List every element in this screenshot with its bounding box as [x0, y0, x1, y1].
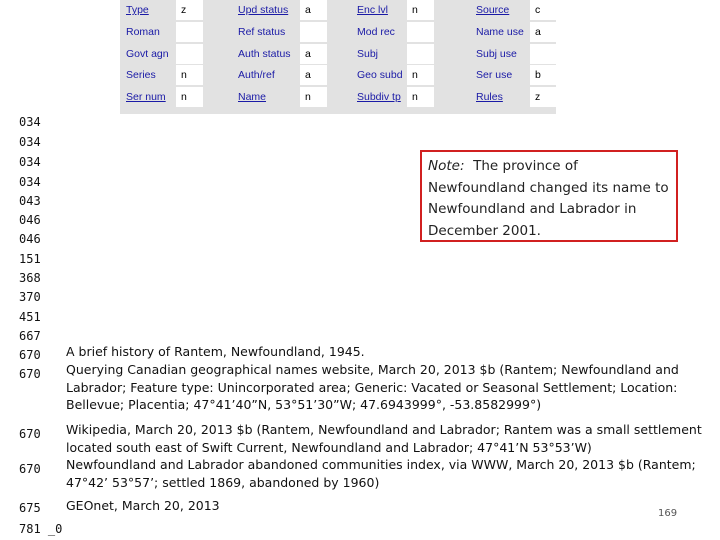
ff-value-roman[interactable] — [176, 22, 203, 42]
field-tag: 667 — [19, 329, 41, 343]
field-tag: 034 — [19, 135, 41, 149]
ff-label-govt-agn: Govt agn — [126, 48, 169, 60]
ff-label-upd-status[interactable]: Upd status — [238, 4, 289, 16]
ff-value-source[interactable]: c — [530, 0, 557, 20]
field-tag: 043 — [19, 194, 41, 208]
field-tag: 370 — [19, 290, 41, 304]
ff-label-mod-rec: Mod rec — [357, 26, 395, 38]
ff-label-source[interactable]: Source — [476, 4, 510, 16]
field-tag: 670 — [19, 462, 41, 476]
field-670-wikipedia: Wikipedia, March 20, 2013 $b (Rantem, Newfoundland and Labrador; Rantem was a small settlement located south east of Swift Current, Newfoundland and Labrador; 47°41’N 53°53’W) — [66, 422, 702, 455]
field-670-abandoned-index: Newfoundland and Labrador abandoned communities index, via WWW, March 20, 2013 $b (Rantem; 47°42’ 53°57’; settled 1869, abandoned by 1960) — [66, 457, 696, 490]
note-text: The province of Newfoundland changed its name to Newfoundland and Labrador in December 2001. — [428, 158, 669, 239]
field-tag: 034 — [19, 115, 41, 129]
ff-value-ref-status[interactable] — [300, 22, 327, 42]
ff-value-type[interactable]: z — [176, 0, 203, 20]
ff-label-subj: Subj — [357, 48, 379, 60]
ff-label-rules[interactable]: Rules — [476, 91, 503, 103]
note-box — [420, 150, 678, 242]
ff-label-roman: Roman — [126, 26, 160, 38]
ff-value-rules[interactable]: z — [530, 87, 557, 107]
field-tag: 368 — [19, 271, 41, 285]
field-tag: 046 — [19, 232, 41, 246]
field-tag: 451 — [19, 310, 41, 324]
ff-value-geo-subd[interactable]: n — [407, 65, 434, 85]
ff-label-ref-status: Ref status — [238, 26, 286, 38]
field-tag: 670 — [19, 427, 41, 441]
ff-label-subj-use: Subj use — [476, 48, 517, 60]
ff-value-mod-rec[interactable] — [407, 22, 434, 42]
page-number: 169 — [658, 508, 678, 519]
ff-value-name-use[interactable]: a — [530, 22, 557, 42]
field-tag: 034 — [19, 175, 41, 189]
ff-label-enc-lvl[interactable]: Enc lvl — [357, 4, 388, 16]
ff-label-subdiv-tp[interactable]: Subdiv tp — [357, 91, 401, 103]
ff-label-ser-num[interactable]: Ser num — [126, 91, 166, 103]
ff-label-auth-ref: Auth/ref — [238, 69, 275, 81]
field-tag: 151 — [19, 252, 41, 266]
ff-value-govt-agn[interactable] — [176, 44, 203, 64]
ff-value-series[interactable]: n — [176, 65, 203, 85]
ff-label-auth-status: Auth status — [238, 48, 291, 60]
fixed-field-grid — [120, 0, 556, 114]
ff-label-name[interactable]: Name — [238, 91, 267, 103]
field-675-geonet: GEOnet, March 20, 2013 — [66, 498, 220, 513]
ff-label-series: Series — [126, 69, 156, 81]
ff-value-subj-use[interactable] — [530, 44, 557, 64]
ff-value-ser-num[interactable]: n — [176, 87, 203, 107]
ff-label-name-use: Name use — [476, 26, 524, 38]
field-tag: 670 — [19, 348, 41, 362]
ff-value-auth-status[interactable]: a — [300, 44, 327, 64]
ff-value-subdiv-tp[interactable]: n — [407, 87, 434, 107]
ff-value-enc-lvl[interactable]: n — [407, 0, 434, 20]
ff-label-geo-subd: Geo subd — [357, 69, 403, 81]
ff-value-auth-ref[interactable]: a — [300, 65, 327, 85]
ff-label-type[interactable]: Type — [126, 4, 149, 16]
field-tag: 046 — [19, 213, 41, 227]
field-tag: 781 _0 — [19, 522, 63, 536]
field-tag: 034 — [19, 155, 41, 169]
note-label: Note: — [428, 158, 465, 174]
field-tag: 670 — [19, 367, 41, 381]
ff-value-ser-use[interactable]: b — [530, 65, 557, 85]
ff-value-subj[interactable] — [407, 44, 434, 64]
field-670-geo-names: Querying Canadian geographical names website, March 20, 2013 $b (Rantem; Newfoundland and Labrador; Feature type: Unincorporated area; Generic: Vacated or Seasonal Settlement; Location: Bellevue; Placentia; 47°41’40”N, 53°51’30”W; 47.6943999°, -53.8582999°) — [66, 362, 679, 412]
ff-value-name[interactable]: n — [300, 87, 327, 107]
ff-value-upd-status[interactable]: a — [300, 0, 327, 20]
field-tag: 675 — [19, 501, 41, 515]
ff-label-ser-use: Ser use — [476, 69, 513, 81]
field-670-brief-history: A brief history of Rantem, Newfoundland, 1945. — [66, 344, 365, 359]
